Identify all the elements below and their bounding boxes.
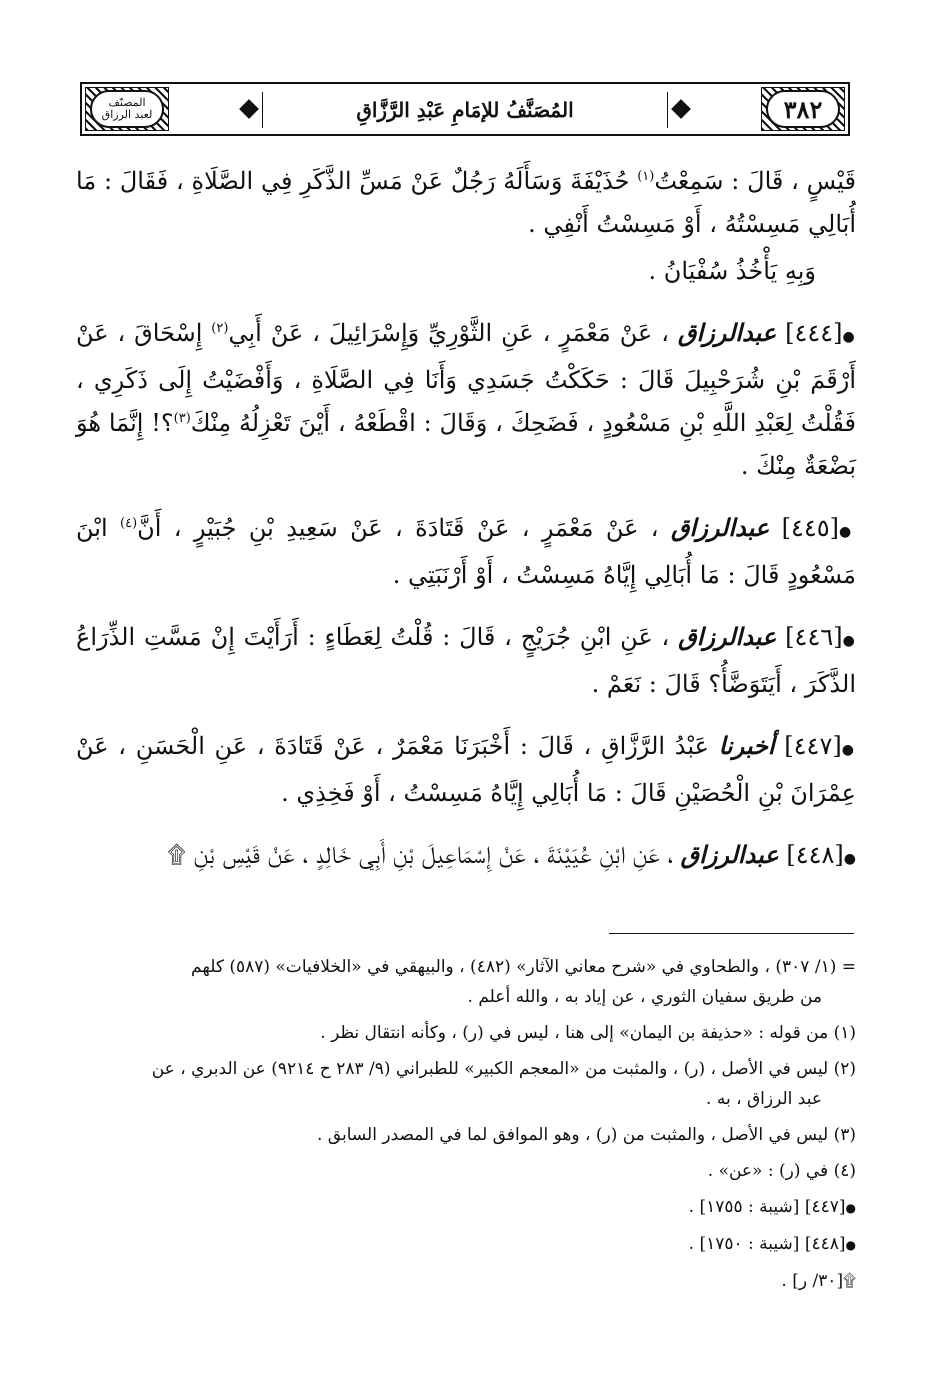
narrator-name: عبدالرزاق <box>677 318 777 347</box>
diamond-ornament-icon <box>671 99 691 119</box>
text-span: حُذَيْفَةَ وَسَأَلَهُ رَجُلٌ عَنْ مَسِّ الذَّكَرِ فِي الصَّلَاةِ ، فَقَالَ : مَا أُبَالِي مَسِسْتُهُ ، أَوْ مَسِسْتُ أَنْفِي . <box>76 167 856 238</box>
text-span: [٤٤٧] [شيبة : ١٧٥٥] . <box>688 1197 846 1217</box>
hadith-444 <box>76 311 856 488</box>
hadith-445 <box>76 506 856 597</box>
text-span: = (١/ ٣٠٧) ، والطحاوي في «شرح معاني الآثار» (٤٨٢) ، والبيهقي في «الخلافيات» (٥٨٧) كلهم <box>191 957 856 977</box>
hadith-448 <box>76 833 856 881</box>
bullet-icon: ● <box>842 633 856 649</box>
page-header <box>80 82 850 136</box>
page-continue-mark-icon: ۩ <box>843 1271 856 1291</box>
narrator-name: عبدالرزاق <box>680 840 779 869</box>
text-span: عبد الرزاق ، به . <box>706 1089 822 1109</box>
hadith-446 <box>76 615 856 706</box>
footnote-2 <box>76 1054 856 1114</box>
book-emblem <box>90 90 164 128</box>
text-span: ؟! إِنَّمَا هُوَ بَضْعَةٌ مِنْكَ . <box>76 409 856 480</box>
text-span: إِسْحَاقَ ، عَنْ أَرْقَمَ بْنِ شُرَحْبِيلَ قَالَ : حَكَكْتُ جَسَدِي وَأَنَا فِي الصَّلَاةِ ، وَأَفْضَيْتُ إِلَى ذَكَرِي ، فَقُلْتُ لِعَبْدِ اللَّهِ بْنِ مَسْعُودٍ ، فَضَحِكَ ، وَقَالَ : اقْطَعْهُ ، أَيْنَ تَعْزِلُهُ مِنْكَ <box>76 319 856 437</box>
footnote-3: (٣) ليس في الأصل ، والمثبت من (ر) ، وهو الموافق لما في المصدر السابق . <box>316 1125 856 1145</box>
paragraph-continuation <box>76 160 856 246</box>
hadith-number: [٤٤٦] <box>785 623 843 651</box>
footnote-separator <box>609 933 854 934</box>
paragraph-note: وَبِهِ يَأْخُذُ سُفْيَانُ . <box>648 257 816 285</box>
narrator-name: عبدالرزاق <box>670 513 770 542</box>
text-span: ، عَنِ ابْنِ عُيَيْنَةَ ، عَنْ إِسْمَاعِيلَ بْنِ أَبِي خَالِدٍ ، عَنْ قَيْسِ بْنِ <box>193 841 673 869</box>
hadith-number: [٤٤٧] <box>784 732 842 760</box>
cross-ref-447 <box>76 1192 856 1223</box>
text-span: ، عَنْ مَعْمَرٍ ، عَنْ قَتَادَةَ ، عَنْ سَعِيدِ بْنِ جُبَيْرٍ ، أَنَّ <box>137 514 659 542</box>
text-span: من طريق سفيان الثوري ، عن إياد به ، والله أعلم . <box>467 987 822 1007</box>
hadith-447 <box>76 724 856 815</box>
bullet-icon: ● <box>839 524 856 540</box>
footnote-continued <box>76 952 856 1012</box>
text-span: قَيْسٍ ، قَالَ : سَمِعْتُ <box>654 167 856 195</box>
bullet-icon: ● <box>842 329 856 345</box>
text-span: [٤٤٨] [شيبة : ١٧٥٠] . <box>688 1234 846 1254</box>
page-number: ٣٨٢ <box>766 90 840 128</box>
footnote-ref: (٤) <box>120 516 138 531</box>
footnote-1: (١) من قوله : «حذيفة بن اليمان» إلى هنا ، ليس في (ر) ، وكأنه انتقال نظر . <box>320 1023 856 1043</box>
footnote-ref: (٣) <box>173 411 191 426</box>
hadith-number: [٤٤٤] <box>785 319 843 347</box>
text-span: ، عَنْ مَعْمَرٍ ، عَنِ الثَّوْرِيِّ وَإِسْرَائِيلَ ، عَنْ أَبِي <box>228 319 669 347</box>
bullet-icon: ● <box>845 1238 856 1252</box>
emblem-line-1: المصنّف <box>108 96 146 109</box>
footnote-ref: (١) <box>637 169 655 184</box>
narrator-name: عبدالرزاق <box>678 622 777 651</box>
bullet-icon: ● <box>843 851 856 867</box>
bullet-icon: ● <box>841 742 856 758</box>
text-span: [٣٠/ ر] . <box>781 1271 844 1291</box>
diamond-ornament-icon <box>239 99 259 119</box>
hadith-number: [٤٤٥] <box>781 514 839 542</box>
text-span: عَبْدُ الرَّزَّاقِ ، قَالَ : أَخْبَرَنَا مَعْمَرٌ ، عَنْ قَتَادَةَ ، عَنِ الْحَسَنِ ، عَنْ عِمْرَانَ بْنِ الْحُصَيْنِ قَالَ : مَا أُبَالِي إِيَّاهُ مَسِسْتُ ، أَوْ فَخِذِي . <box>76 732 856 807</box>
footnote-ref: (٢) <box>211 321 229 336</box>
text-span: (٢) ليس في الأصل ، (ر) ، والمثبت من «المعجم الكبير» للطبراني (٩/ ٢٨٣ ح ٩٢١٤) عن الدبري ، عن <box>151 1059 856 1079</box>
cross-ref-page-mark <box>76 1266 856 1296</box>
text-span: ابْنَ مَسْعُودٍ قَالَ : مَا أُبَالِي إِيَّاهُ مَسِسْتُ ، أَوْ أَرْنَبَتِي . <box>76 514 856 589</box>
hadith-number: [٤٤٨] <box>786 841 844 869</box>
bullet-icon: ● <box>845 1201 856 1215</box>
running-title: المُصَنَّفُ للإمَامِ عَبْدِ الرَّزَّاقِ <box>262 92 668 128</box>
narrator-name: أخبرنا <box>718 731 775 760</box>
text-span: ، عَنِ ابْنِ جُرَيْجٍ ، قَالَ : قُلْتُ لِعَطَاءٍ : أَرَأَيْتَ إِنْ مَسَّتِ الذِّرَاعُ الذَّكَرَ ، أَيَتَوَضَّأُ؟ قَالَ : نَعَمْ . <box>76 623 856 698</box>
main-text <box>76 160 856 899</box>
cross-ref-448 <box>76 1229 856 1260</box>
emblem-line-2: لعبد الرزاق <box>101 108 153 121</box>
page-continue-mark-icon: ۩ <box>167 841 186 869</box>
footnotes <box>76 952 856 1302</box>
footnote-4: (٤) في (ر) : «عن» . <box>707 1161 856 1181</box>
